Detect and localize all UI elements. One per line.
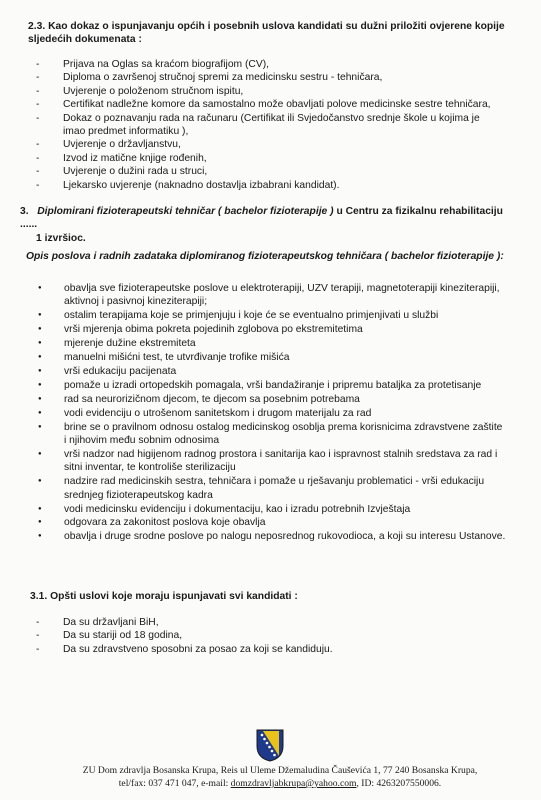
- list-item: - Dokaz o poznavanju rada na računaru (Certifikat ili Svjedočanstvo srednje škole u kojima je imao predmet informatiku ),: [36, 112, 501, 139]
- list-item: - Da su zdravstveno sposobni za posao za koji se kandiduju.: [36, 643, 476, 656]
- list-item: - Certifikat nadležne komore da samostalno može obavljati polove medicinske sestre tehničara,: [36, 98, 501, 111]
- section-number: 2.3.: [28, 21, 46, 32]
- section-3-heading: [20, 205, 520, 245]
- position-count: 1 izvršioc.: [36, 232, 86, 244]
- footer: [65, 764, 495, 790]
- list-item: ● brine se o pravilnom odnosu ostalog medicinskog osoblja prema korisnicima zdravstvene zaštite i njihovim među sobnim odnosima: [36, 421, 506, 448]
- section-heading-text: Kao dokaz o ispunjavanju općih i posebnih uslova kandidati su dužni priložiti ovjerene kopije sljedećih dokumenata :: [28, 21, 505, 46]
- list-item: ● mjerenje dužine ekstremiteta: [36, 337, 506, 350]
- footer-address: ZU Dom zdravlja Bosanska Krupa, Reis ul Uleme Džemaludina Čauševića 1, 77 240 Bosanska Krupa,: [82, 765, 478, 776]
- documents-list: [36, 58, 501, 192]
- list-item: ● nadzire rad medicinskih sestra, tehničara i pomaže u rješavanju problematici - vrši edukaciju srednjeg fizioterapeutskog kadra: [36, 475, 506, 502]
- list-item: - Da su stariji od 18 godina,: [36, 629, 476, 642]
- position-location: u Centru za fizikalnu rehabilitaciju ......: [20, 206, 503, 231]
- list-item: ● vodi evidenciju o utrošenom sanitetskom i drugom materijalu za rad: [36, 407, 506, 420]
- list-item: ● obavlja i druge srodne poslove po nalogu neposrednog rukovodioca, a koji su interesu Ustanove.: [36, 530, 506, 543]
- list-item: - Uvjerenje o državljanstvu,: [36, 138, 501, 151]
- list-item: - Uvjerenje o položenom stručnom ispitu,: [36, 85, 501, 98]
- list-item: ● vodi medicinsku evidenciju i dokumentaciju, kao i izradu potrebnih Izvještaja: [36, 503, 506, 516]
- list-item: ● pomaže u izradi ortopedskih pomagala, vrši bandažiranje i pripremu bataljka za protetisanje: [36, 379, 506, 392]
- list-item: ● vrši edukaciju pacijenata: [36, 365, 506, 378]
- list-item: ● odgovara za zakonitost poslova koje obavlja: [36, 516, 506, 529]
- section-2-3-heading: [28, 20, 514, 47]
- section-number: 3.: [20, 206, 29, 217]
- bih-coat-of-arms-icon: [255, 728, 285, 762]
- footer-contact: tel/fax: 037 471 047, e-mail: domzdravljabkrupa@yahoo.com, ID: 4263207550006.: [118, 778, 442, 789]
- job-description-heading: Opis poslova i radnih zadataka diplomiranog fizioterapeutskog tehničara ( bachelor fizioterapije ):: [26, 251, 504, 262]
- list-item: ● rad sa neurorizičnom djecom, te djecom sa posebnim potrebama: [36, 393, 506, 406]
- job-duties-list: [36, 282, 506, 544]
- section-3-1-heading: [30, 590, 510, 603]
- section-number: 3.1.: [30, 591, 48, 602]
- position-title: Diplomirani fizioterapeutski tehničar ( bachelor fizioterapije ): [37, 206, 334, 217]
- list-item: - Izvod iz matične knjige rođenih,: [36, 152, 501, 165]
- list-item: ● manuelni mišićni test, te utvrđivanje trofike mišića: [36, 351, 506, 364]
- list-item: ● vrši mjerenja obima pokreta pojedinih zglobova po ekstremitetima: [36, 323, 506, 336]
- list-item: ● obavlja sve fizioterapeutske poslove u elektroterapiji, UZV terapiji, magnetoterapiji kineziterapiji, aktivnoj i pasivnoj kineziterapiji;: [36, 282, 506, 309]
- section-heading-text: Opšti uslovi koje moraju ispunjavati svi kandidati :: [50, 591, 298, 602]
- list-item: ● vrši nadzor nad higijenom radnog prostora i sanitarija kao i ispravnost stalnih sredstava za rad i sitni inventar, te kontroliše sterilizaciju: [36, 448, 506, 475]
- list-item: - Uvjerenje o dužini rada u struci,: [36, 165, 501, 178]
- list-item: - Diploma o završenoj stručnoj spremi za medicinsku sestru - tehničara,: [36, 71, 501, 84]
- list-item: ● ostalim terapijama koje se primjenjuju i koje će se eventualno primjenjivati u službi: [36, 309, 506, 322]
- list-item: - Prijava na Oglas sa kraćom biografijom (CV),: [36, 58, 501, 71]
- list-item: - Ljekarsko uvjerenje (naknadno dostavlja izbabrani kandidat).: [36, 179, 501, 192]
- list-item: - Da su državljani BiH,: [36, 616, 476, 629]
- email-link[interactable]: domzdravljabkrupa@yahoo.com: [230, 778, 357, 789]
- general-conditions-list: [36, 616, 476, 656]
